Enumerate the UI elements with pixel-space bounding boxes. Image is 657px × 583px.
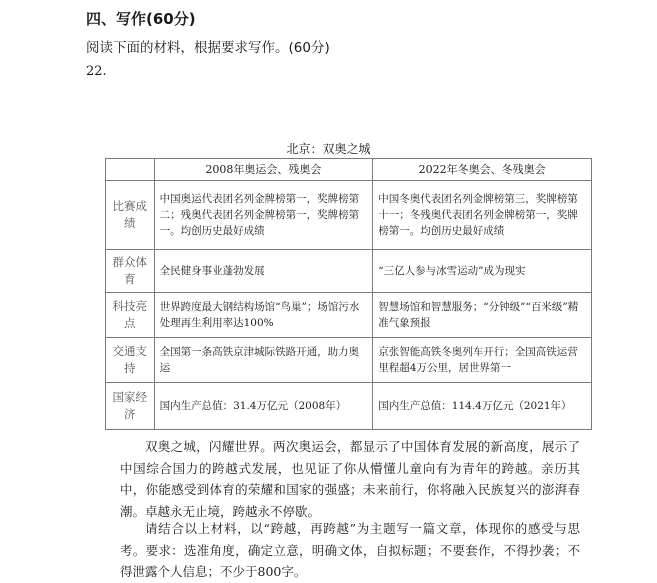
- material-paragraph: 双奥之城，闪耀世界。两次奥运会，都显示了中国体育发展的新高度，展示了中国综合国力的跨越式发展，也见证了你从懵懂儿童向有为青年的跨越。亲历其中，你能感受到体育的荣耀和国家的强盛；未来前行，你将融入民族复兴的澎湃春潮。卓越永无止境，跨越永不停歇。: [120, 439, 580, 519]
- table-caption: 北京：双奥之城: [286, 142, 371, 156]
- column-header-blank: [106, 159, 155, 181]
- row-label-transport: 交通支持: [106, 338, 155, 383]
- cell-2008-results: 中国奥运代表团名列金牌榜第一，奖牌榜第二；残奥代表团名列金牌榜第一，奖牌榜第一。均创历史最好成绩: [154, 181, 373, 250]
- cell-2008-technology: 世界跨度最大钢结构场馆“鸟巢”；场馆污水处理再生利用率达100%: [154, 293, 373, 338]
- instruction-text: 阅读下面的材料，根据要求写作。(60分): [86, 40, 330, 56]
- row-label-mass-sports: 群众体育: [106, 250, 155, 293]
- comparison-table: [105, 158, 592, 430]
- row-label-economy: 国家经济: [106, 383, 155, 430]
- section-title: 四、写作(60分): [86, 10, 196, 28]
- table-row: [106, 250, 592, 293]
- cell-2022-technology: 智慧场馆和智慧服务；“分钟级”“百米级”精准气象预报: [373, 293, 592, 338]
- cell-2008-mass-sports: 全民健身事业蓬勃发展: [154, 250, 373, 293]
- cell-2022-economy: 国内生产总值：114.4万亿元（2021年）: [373, 383, 592, 430]
- cell-2022-transport: 京张智能高铁冬奥列车开行；全国高铁运营里程超4万公里，居世界第一: [373, 338, 592, 383]
- cell-2022-results: 中国冬奥代表团名列金牌榜第三，奖牌榜第十一；冬残奥代表团名列金牌榜第一，奖牌榜第一。均创历史最好成绩: [373, 181, 592, 250]
- table-row: [106, 181, 592, 250]
- column-header-2022: 2022年冬奥会、冬残奥会: [373, 159, 592, 181]
- column-header-2008: 2008年奥运会、残奥会: [154, 159, 373, 181]
- cell-2008-economy: 国内生产总值：31.4万亿元（2008年）: [154, 383, 373, 430]
- cell-2022-mass-sports: “三亿人参与冰雪运动”成为现实: [373, 250, 592, 293]
- requirements-paragraph: 请结合以上材料，以“跨越，再跨越”为主题写一篇文章，体现你的感受与思考。要求：选准角度，确定立意，明确文体，自拟标题；不要套作，不得抄袭；不得泄露个人信息；不少于800字。: [120, 521, 580, 579]
- row-label-results: 比赛成绩: [106, 181, 155, 250]
- table-row: [106, 293, 592, 338]
- question-number: 22.: [86, 64, 107, 79]
- table-header-row: [106, 159, 592, 181]
- cell-2008-transport: 全国第一条高铁京津城际铁路开通，助力奥运: [154, 338, 373, 383]
- row-label-technology: 科技亮点: [106, 293, 155, 338]
- table-row: [106, 383, 592, 430]
- table-row: [106, 338, 592, 383]
